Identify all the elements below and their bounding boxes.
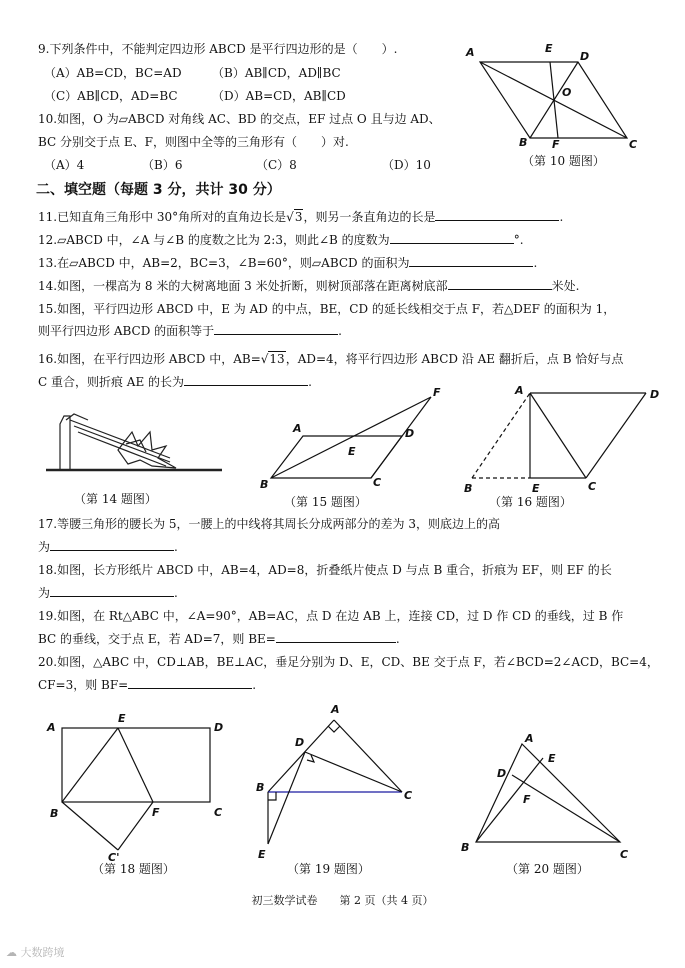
q18-end: . — [174, 586, 178, 600]
q19-pre2: BC 的垂线，交于点 E，若 AD=7，则 BE= — [38, 632, 276, 646]
q12-answer-blank[interactable] — [390, 231, 514, 244]
q18-pre2: 为 — [38, 586, 51, 600]
fig10-label-d: D — [580, 50, 590, 63]
q11-end: . — [559, 210, 564, 224]
fig15-label-a: A — [293, 422, 302, 435]
q14-answer-blank[interactable] — [448, 277, 552, 290]
q13 — [38, 254, 537, 271]
q13-pre: 13.在▱ABCD 中，AB=2，BC=3，∠B=60°，则▱ABCD 的面积为 — [38, 256, 410, 270]
q16-answer-blank[interactable] — [184, 373, 308, 386]
q15-line1: 15.如图，平行四边形 ABCD 中，E 为 AD 的中点，BE，CD 的延长线相交于点 F，若△DEF 的面积为 1， — [38, 302, 616, 316]
q11: 11.已知直角三角形中 30°角所对的直角边长是√3，则另一条直角边的长是 . — [38, 210, 564, 224]
q9-stem: 9.下列条件中，不能判定四边形 ABCD 是平行四边形的是（ ）. — [38, 42, 398, 56]
q16-end: . — [308, 375, 312, 389]
q20-end: . — [252, 678, 257, 692]
page-footer: 初三数学试卷 第 2 页（共 4 页） — [251, 894, 434, 907]
q19-line2 — [38, 630, 400, 647]
fig20-label-d: D — [497, 767, 507, 780]
q14 — [38, 277, 579, 294]
fig18-caption: （第 18 题图） — [92, 862, 175, 876]
q11-answer-blank[interactable] — [435, 208, 559, 221]
q9-option-a: （A）AB=CD，BC=AD — [44, 66, 182, 80]
fig10-label-e: E — [545, 42, 553, 55]
fig19-label-c: C — [404, 789, 413, 802]
q17-end: . — [174, 540, 178, 554]
q14-pre: 14.如图，一棵高为 8 米的大树离地面 3 米处折断，则树顶部落在距离树底部 — [38, 279, 448, 293]
q18-line1: 18.如图，长方形纸片 ABCD 中，AB=4，AD=8，折叠纸片使点 D 与点 B 重合，折痕为 EF，则 EF 的长 — [38, 563, 612, 577]
q10-stem-line1: 10.如图，O 为▱ABCD 对角线 AC、BD 的交点，EF 过点 O 且与边 AD、 — [38, 112, 441, 126]
q10-option-c: （C）8 — [256, 158, 297, 172]
fig15-label-b: B — [260, 478, 269, 491]
fig14-caption: （第 14 题图） — [74, 492, 157, 506]
fig18-label-f: F — [152, 806, 160, 819]
q19-answer-blank[interactable] — [276, 630, 396, 643]
q12-pre: 12.▱ABCD 中，∠A 与∠B 的度数之比为 2:3，则此∠B 的度数为 — [38, 233, 390, 247]
fig10-label-c: C — [629, 138, 638, 151]
fig16-label-e: E — [532, 482, 540, 495]
fig18-label-a: A — [47, 721, 56, 734]
q15-answer-blank[interactable] — [214, 322, 338, 335]
q18-answer-blank[interactable] — [50, 584, 174, 597]
fig15-label-d: D — [405, 427, 415, 440]
fig16-label-d: D — [650, 388, 660, 401]
q11-post: ，则另一条直角边的长是 — [303, 210, 436, 224]
fig19-label-e: E — [258, 848, 266, 861]
fig18-label-b: B — [50, 807, 59, 820]
q15-end: . — [338, 324, 342, 338]
q9-option-b: （B）AB∥CD，AD∥BC — [212, 66, 341, 80]
fig19-label-b: B — [256, 781, 265, 794]
q12-end: °. — [513, 233, 524, 247]
fig10-label-b: B — [519, 136, 528, 149]
q17-answer-blank[interactable] — [50, 538, 174, 551]
fig18-label-d: D — [214, 721, 224, 734]
q15-pre2: 则平行四边形 ABCD 的面积等于 — [38, 324, 215, 338]
section-heading: 二、填空题（每题 3 分，共计 30 分） — [36, 182, 281, 198]
q12 — [38, 231, 524, 248]
q16-post: ，AD=4，将平行四边形 ABCD 沿 AE 翻折后，点 B 恰好与点 — [285, 352, 624, 366]
q15-line2 — [38, 322, 342, 339]
fig16-caption: （第 16 题图） — [489, 495, 572, 509]
fig20-label-a: A — [525, 732, 534, 745]
q9-option-c: （C）AB∥CD，AD=BC — [44, 89, 178, 103]
fig20-caption: （第 20 题图） — [506, 862, 589, 876]
fig16-label-a: A — [515, 384, 524, 397]
q16-pre: 16.如图，在平行四边形 ABCD 中，AB= — [38, 352, 261, 366]
fig18-label-e: E — [118, 712, 126, 725]
fig15-caption: （第 15 题图） — [284, 495, 367, 509]
fig10-label-a: A — [466, 46, 475, 59]
q14-end: 米处. — [551, 279, 580, 293]
fig16-label-b: B — [464, 482, 473, 495]
q9-option-d: （D）AB=CD，AB∥CD — [212, 89, 346, 103]
fig19-caption: （第 19 题图） — [287, 862, 370, 876]
watermark-text: 大数跨境 — [20, 946, 65, 959]
fig20-label-f: F — [523, 793, 531, 806]
q10-option-b: （B）6 — [142, 158, 183, 172]
q13-end: . — [533, 256, 538, 270]
fig19-label-d: D — [295, 736, 305, 749]
fig18-label-c-prime: C' — [108, 851, 120, 864]
q19-end: . — [395, 632, 400, 646]
q17-line2 — [38, 538, 178, 555]
q11-pre: 11.已知直角三角形中 30°角所对的直角边长是 — [38, 210, 287, 224]
q13-answer-blank[interactable] — [409, 254, 533, 267]
q16-radicand: 13 — [269, 352, 285, 366]
fig20-label-e: E — [548, 752, 556, 765]
q20-answer-blank[interactable] — [128, 676, 252, 689]
q10-option-a: （A）4 — [44, 158, 85, 172]
q20-line2 — [38, 676, 256, 693]
q20-pre2: CF=3，则 BF= — [38, 678, 129, 692]
fig10-label-o: O — [562, 86, 572, 99]
q11-radicand: 3 — [294, 210, 303, 224]
q16-pre2: C 重合，则折痕 AE 的长为 — [38, 375, 185, 389]
fig10-label-f: F — [552, 138, 560, 151]
q18-line2 — [38, 584, 178, 601]
fig18-label-c: C — [214, 806, 223, 819]
fig16-label-c: C — [588, 480, 597, 493]
q19-line1: 19.如图，在 Rt△ABC 中，∠A=90°，AB=AC，点 D 在边 AB 上，连接 CD，过 D 作 CD 的垂线，过 B 作 — [38, 609, 624, 623]
q17-pre2: 为 — [38, 540, 51, 554]
fig20-label-b: B — [461, 841, 470, 854]
fig15-label-e: E — [348, 445, 356, 458]
q17-line1: 17.等腰三角形的腰长为 5，一腰上的中线将其周长分成两部分的差为 3，则底边上的高 — [38, 517, 500, 531]
q10-option-d: （D）10 — [382, 158, 431, 172]
fig15-label-f: F — [433, 386, 441, 399]
q20-line1: 20.如图，△ABC 中，CD⊥AB，BE⊥AC，垂足分别为 D、E，CD、BE 交于点 F，若∠BCD=2∠ACD，BC=4， — [38, 655, 659, 669]
watermark-logo-icon: ☁ — [6, 946, 17, 959]
fig19-label-a: A — [331, 703, 340, 716]
q10-stem-line2: BC 分别交于点 E、F，则图中全等的三角形有（ ）对. — [38, 135, 349, 149]
fig10-caption: （第 10 题图） — [522, 154, 605, 168]
fig20-label-c: C — [620, 848, 629, 861]
q16-line1: 16.如图，在平行四边形 ABCD 中，AB=√13，AD=4，将平行四边形 ABCD 沿 AE 翻折后，点 B 恰好与点 — [38, 352, 624, 366]
fig15-label-c: C — [373, 476, 382, 489]
q16-line2 — [38, 373, 312, 390]
watermark — [6, 944, 65, 960]
